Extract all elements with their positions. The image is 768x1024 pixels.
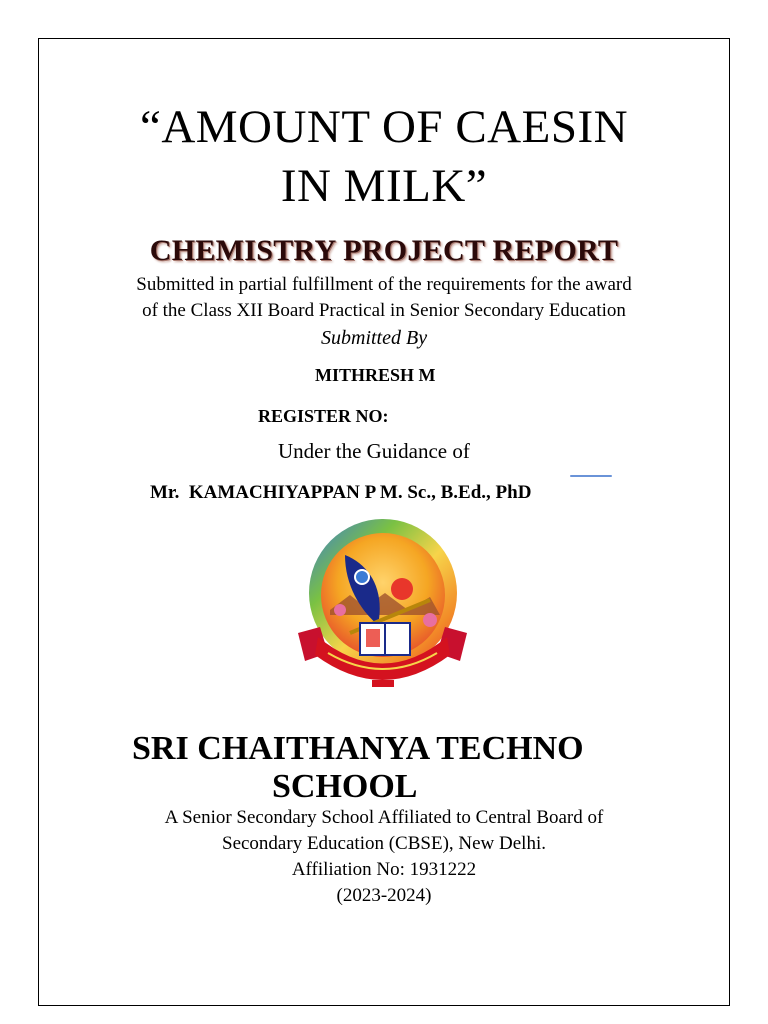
teacher-name: Mr. KAMACHIYAPPAN P M. Sc., B.Ed., PhD xyxy=(150,482,532,503)
school-name-line-1: SRI CHAITHANYA TECHNO xyxy=(132,730,584,767)
submission-note-line-2: of the Class XII Board Practical in Senior Secondary Education xyxy=(142,300,626,321)
underline-mark xyxy=(570,475,612,477)
report-subtitle: CHEMISTRY PROJECT REPORT xyxy=(149,234,619,267)
register-number-label: REGISTER NO: xyxy=(258,406,389,426)
affiliation-line-2: Secondary Education (CBSE), New Delhi. xyxy=(222,833,546,854)
affiliation-number: Affiliation No: 1931222 xyxy=(291,859,477,880)
school-emblem-icon xyxy=(290,515,475,695)
student-name: MITHRESH M xyxy=(315,365,436,385)
academic-year: (2023-2024) xyxy=(336,885,432,906)
affiliation-line-1: A Senior Secondary School Affiliated to Central Board of xyxy=(164,807,604,828)
title-line-1: “AMOUNT OF CAESIN xyxy=(139,101,629,153)
submitted-by-label: Submitted By xyxy=(321,327,428,349)
submission-note-line-1: Submitted in partial fulfillment of the requirements for the award xyxy=(136,274,632,295)
title-line-2: IN MILK” xyxy=(280,160,488,212)
guidance-label: Under the Guidance of xyxy=(278,439,470,463)
school-name-line-2: SCHOOL xyxy=(272,768,418,805)
